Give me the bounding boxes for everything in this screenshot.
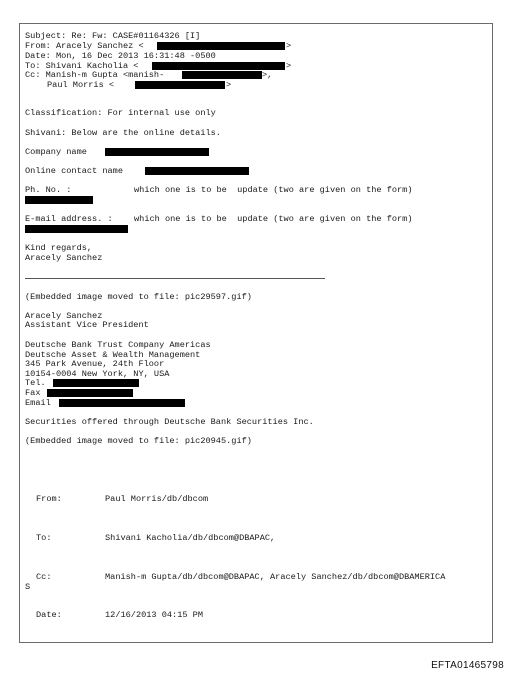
signature-title: Assistant Vice President [25,320,149,330]
redaction-bar [25,225,128,233]
date-line: Date: Mon, 16 Dec 2013 16:31:48 -0500 [25,51,216,61]
redaction-bar [145,167,249,175]
embedded-image-note-2: (Embedded image moved to file: pic20945.gif) [25,436,252,446]
signature-name: Aracely Sanchez [25,311,103,321]
fwd-cc-wrap: S [25,582,31,592]
greeting-line: Shivani: Below are the online details. [25,128,221,138]
redaction-bar [135,81,225,89]
regards-line: Kind regards, [25,243,93,253]
fwd-date-value: 12/16/2013 04:15 PM [105,610,203,620]
fwd-to-label: To: [36,533,52,543]
address-line-2: 10154-0004 New York, NY, USA [25,369,170,379]
company-line-1: Deutsche Bank Trust Company Americas [25,340,211,350]
cc2-line: Paul Morris < [47,80,115,90]
fwd-date-label: Date: [36,610,62,620]
email-sig-label: Email [25,398,51,408]
sender-line: Aracely Sanchez [25,253,103,263]
redaction-bar [182,71,262,79]
address-line-1: 345 Park Avenue, 24th Floor [25,359,165,369]
email-label: E-mail address. : [25,214,113,224]
fwd-cc-value: Manish-m Gupta/db/dbcom@DBAPAC, Aracely Sanchez/db/dbcom@DBAMERICA [105,572,446,582]
divider [25,278,325,279]
from-close: > [286,41,292,51]
online-contact-label: Online contact name [25,166,123,176]
to-close: > [286,61,292,71]
redaction-bar [105,148,209,156]
fax-label: Fax [25,388,41,398]
company-name-label: Company name [25,147,87,157]
redaction-bar [59,399,185,407]
to-line: To: Shivani Kacholia < [25,61,139,71]
fwd-cc-label: Cc: [36,572,52,582]
redaction-bar [25,196,93,204]
cc-close: >, [262,70,273,80]
redaction-bar [157,42,285,50]
fwd-from-label: From: [36,494,62,504]
tel-label: Tel. [25,378,46,388]
subject-line: Subject: Re: Fw: CASE#01164326 [I] [25,31,201,41]
embedded-image-note: (Embedded image moved to file: pic29597.gif) [25,292,252,302]
fwd-from-value: Paul Morris/db/dbcom [105,494,209,504]
redaction-bar [152,62,285,70]
company-line-2: Deutsche Asset & Wealth Management [25,350,201,360]
redaction-bar [47,389,133,397]
cc-line: Cc: Manish-m Gupta <manish- [25,70,165,80]
phone-note: which one is to be update (two are given on the form) [134,185,413,195]
redaction-bar [53,379,139,387]
from-line: From: Aracely Sanchez < [25,41,144,51]
email-note: which one is to be update (two are given on the form) [134,214,413,224]
classification-line: Classification: For internal use only [25,108,216,118]
fwd-to-value: Shivani Kacholia/db/dbcom@DBAPAC, [105,533,276,543]
cc2-close: > [226,80,232,90]
securities-line: Securities offered through Deutsche Bank Securities Inc. [25,417,314,427]
phone-label: Ph. No. : [25,185,72,195]
document-id: EFTA01465798 [431,660,504,671]
